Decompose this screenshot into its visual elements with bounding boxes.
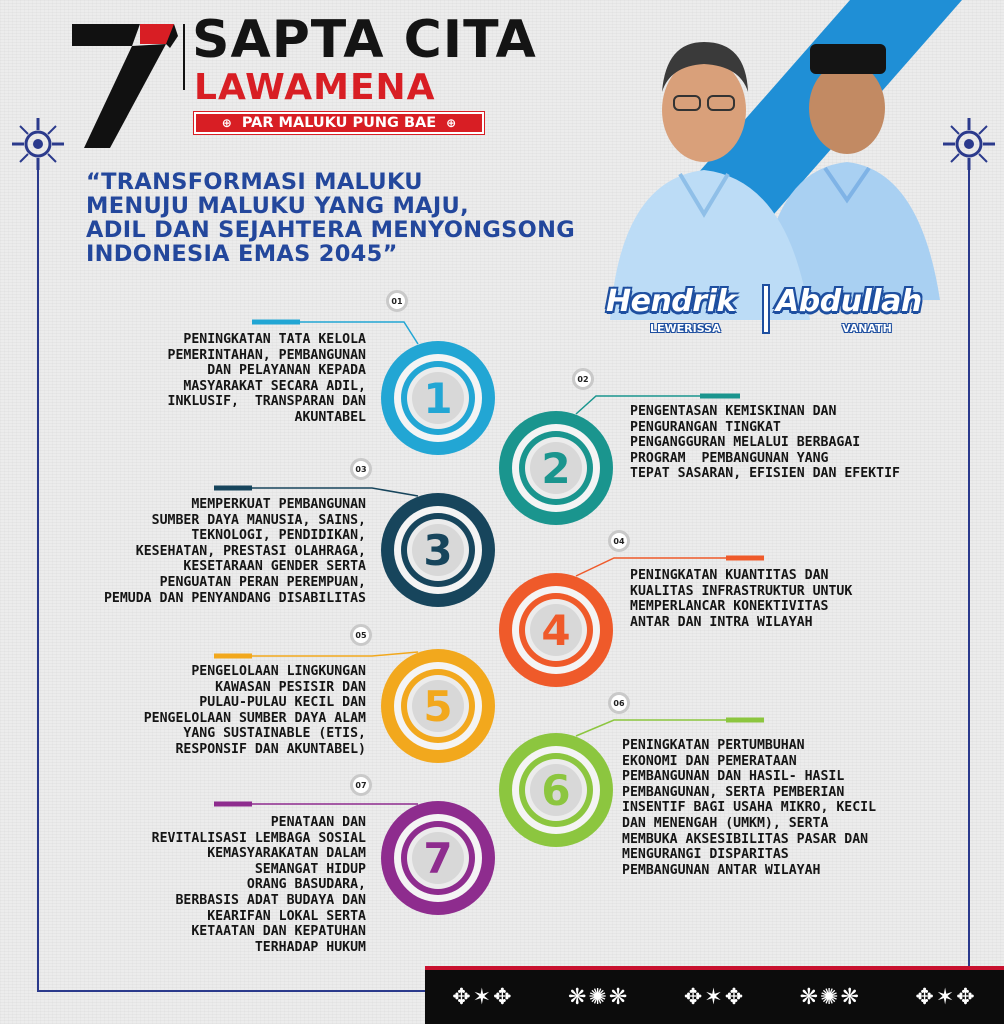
mission-description-line: YANG SUSTAINABLE (ETIS, <box>183 726 366 742</box>
quote-line: ADIL DAN SEJAHTERA MENYONGSONG <box>86 217 576 243</box>
mission-description-line: MEMPERLANCAR KONEKTIVITAS <box>630 599 829 615</box>
mission-description-line: TERHADAP HUKUM <box>254 939 366 955</box>
mission-description-line: PENGURANGAN TINGKAT <box>630 419 781 435</box>
mission-description-line: PENGELOLAAN SUMBER DAYA ALAM <box>143 710 366 726</box>
candidate-1-name: Hendrik <box>606 284 736 319</box>
mission-description-line: KAWASAN PESISIR DAN <box>215 679 366 695</box>
mission-description-line: PULAU-PULAU KECIL DAN <box>199 695 366 711</box>
mission-description-line: PENGELOLAAN LINGKUNGAN <box>191 664 366 679</box>
mission-description-line: TEPAT SASARAN, EFISIEN DAN EFEKTIF <box>630 466 900 482</box>
mission-badge: 01 <box>386 290 408 312</box>
mission-description-line: PENGENTASAN KEMISKINAN DAN <box>630 404 837 419</box>
title-sub: LAWAMENA <box>194 67 436 108</box>
mission-description-line: EKONOMI DAN PEMERATAAN <box>622 753 797 769</box>
crosshair-icon: ⊕ <box>446 116 457 130</box>
title-main: SAPTA CITA <box>192 10 537 70</box>
mission-number: 3 <box>423 525 453 575</box>
tribal-motif-icon: ❋✺❋ <box>799 984 861 1010</box>
mission-description-line: PENGUATAN PERAN PEREMPUAN, <box>159 574 366 590</box>
mission-description <box>168 332 367 426</box>
mission-badge: 02 <box>572 368 594 390</box>
mission-description-line: INKLUSIF, TRANSPARAN DAN <box>167 394 366 410</box>
mission-description-line: KESETARAAN GENDER SERTA <box>183 559 366 575</box>
mission-badge: 03 <box>350 458 372 480</box>
mission-description-line: MENGURANGI DISPARITAS <box>622 847 789 863</box>
mission-description <box>144 664 366 758</box>
mission-description-line: ORANG BASUDARA, <box>246 877 366 893</box>
tribal-motif-icon: ✥✶✥ <box>683 984 746 1010</box>
mission-number: 6 <box>541 765 571 815</box>
mission-number: 4 <box>541 605 571 655</box>
candidate-2-name: Abdullah <box>776 284 922 319</box>
mission-description-line: SUMBER DAYA MANUSIA, SAINS, <box>151 512 366 528</box>
mission-description-line: PENINGKATAN TATA KELOLA <box>183 332 366 347</box>
mission-description-line: INSENTIF BAGI USAHA MIKRO, KECIL <box>622 800 877 816</box>
mission-circle-1 <box>380 340 496 456</box>
tagline-text: PAR MALUKU PUNG BAE <box>241 115 437 131</box>
mission-badge: 05 <box>350 624 372 646</box>
mission-circle-7 <box>380 800 496 916</box>
tribal-motif-icon: ❋✺❋ <box>568 984 630 1010</box>
crosshair-icon: ⊕ <box>221 116 232 130</box>
mission-description-line: KEMASYARAKATAN DALAM <box>207 846 366 862</box>
tribal-motif-icon: ✥✶✥ <box>452 984 514 1010</box>
mission-description-line: PEMBANGUNAN DAN HASIL- HASIL <box>622 769 845 785</box>
mission-description-line: ANTAR DAN INTRA WILAYAH <box>630 614 813 630</box>
mission-circle-4 <box>498 572 614 688</box>
mission-description-line: PEMBANGUNAN, SERTA PEMBERIAN <box>622 784 845 800</box>
mission-description-line: PEMUDA DAN PENYANDANG DISABILITAS <box>103 590 366 606</box>
mission-description-line: AKUNTABEL <box>294 409 366 425</box>
mission-circle-2 <box>498 410 614 526</box>
tribal-motif-icon: ✥✶✥ <box>915 984 977 1010</box>
mission-badge: 04 <box>608 530 630 552</box>
mission-description-line: MEMPERKUAT PEMBANGUNAN <box>191 497 366 512</box>
mission-description <box>104 497 366 606</box>
mission-circle-5 <box>380 648 496 764</box>
mission-description-line: DAN PELAYANAN KEPADA <box>207 363 366 379</box>
mission-description-line: PEMERINTAHAN, PEMBANGUNAN <box>167 347 366 363</box>
quote-line: INDONESIA EMAS 2045” <box>86 241 398 267</box>
mission-description <box>622 738 876 878</box>
mission-description-line: PENINGKATAN PERTUMBUHAN <box>622 738 805 753</box>
mission-number: 2 <box>541 443 571 493</box>
mission-description-line: KETAATAN DAN KEPATUHAN <box>191 924 366 940</box>
mission-number: 5 <box>423 681 453 731</box>
mission-circle-3 <box>380 492 496 608</box>
mission-number: 1 <box>423 373 453 423</box>
mission-circle-6 <box>498 732 614 848</box>
mission-badge: 07 <box>350 774 372 796</box>
mission-description-line: KUALITAS INFRASTRUKTUR UNTUK <box>630 583 853 599</box>
tribal-pattern-band <box>425 966 1004 1024</box>
mission-description-line: PROGRAM PEMBANGUNAN YANG <box>630 450 829 466</box>
mission-description-line: REVITALISASI LEMBAGA SOSIAL <box>151 830 366 846</box>
mission-description-line: PENINGKATAN KUANTITAS DAN <box>630 568 829 583</box>
quote-line: MENUJU MALUKU YANG MAJU, <box>86 193 469 219</box>
mission-description-line: MASYARAKAT SECARA ADIL, <box>183 378 366 394</box>
mission-badge: 06 <box>608 692 630 714</box>
candidate-1-surname: LEWERISSA <box>650 322 721 335</box>
mission-description-line: BERBASIS ADAT BUDAYA DAN <box>175 892 366 908</box>
mission-description-line: KESEHATAN, PRESTASI OLAHRAGA, <box>135 543 366 559</box>
mission-description-line: DAN MENENGAH (UMKM), SERTA <box>622 815 829 831</box>
candidate-2-surname: VANATH <box>842 322 892 335</box>
mission-description <box>152 815 366 955</box>
mission-description-line: TEKNOLOGI, PENDIDIKAN, <box>191 528 366 544</box>
mission-description-line: SEMANGAT HIDUP <box>254 861 366 877</box>
mission-number: 7 <box>423 833 453 883</box>
mission-description-line: MEMBUKA AKSESIBILITAS PASAR DAN <box>622 831 869 847</box>
mission-description-line: RESPONSIF DAN AKUNTABEL) <box>175 741 366 757</box>
mission-description <box>630 568 852 630</box>
mission-description-line: PEMBANGUNAN ANTAR WILAYAH <box>622 862 821 878</box>
mission-description-line: PENGANGGURAN MELALUI BERBAGAI <box>630 435 861 451</box>
mission-description-line: KEARIFAN LOKAL SERTA <box>207 908 366 924</box>
quote-line: “TRANSFORMASI MALUKU <box>86 169 423 195</box>
mission-description-line: PENATAAN DAN <box>270 815 366 830</box>
mission-description <box>630 404 900 482</box>
